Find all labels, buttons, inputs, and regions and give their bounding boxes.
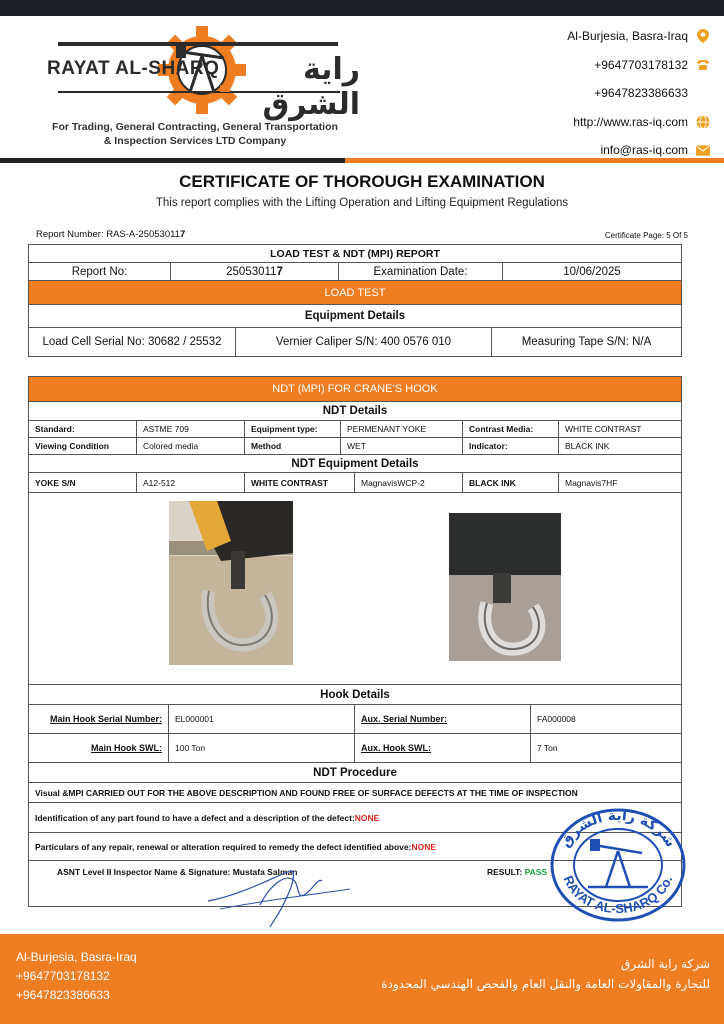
measuring-tape-serial: Measuring Tape S/N: N/A (521, 336, 652, 348)
footer-arabic-line-1: شركة راية الشرق (621, 957, 710, 971)
ndt-cell: MagnavisWCP-2 (355, 473, 463, 492)
ndt-equipment-label-row (29, 455, 681, 473)
repair-value: NONE (411, 841, 437, 852)
certificate-title: CERTIFICATE OF THOROUGH EXAMINATION (179, 172, 545, 191)
report-no-label: Report No: (29, 263, 171, 280)
result: RESULT: PASS (487, 867, 548, 877)
location-pin-icon (696, 29, 710, 43)
svg-text:RAYAT AL-SHARQ Co.: RAYAT AL-SHARQ Co. (560, 873, 676, 917)
equipment-details-row (29, 305, 681, 328)
ndt-detail-row-1 (29, 421, 681, 438)
procedure-label: NDT Procedure (313, 766, 397, 779)
globe-icon (696, 115, 710, 129)
ndt-cell: BLACK INK (463, 473, 559, 492)
result-value: PASS (524, 867, 548, 877)
load-test-section-bar (29, 281, 681, 305)
ndt-cell: PERMENANT YOKE (341, 421, 463, 437)
footer-arabic-line-2: للتجارة والمقاولات العامة والنقل العام والفحص الهندسي المحدودة (381, 977, 710, 991)
hook-photo-right (449, 513, 561, 661)
hook-row-2 (29, 734, 681, 763)
contact-phone-1[interactable]: +9647703178132 (470, 51, 710, 80)
load-test-heading-row (29, 245, 681, 263)
vernier-caliper-serial: Vernier Caliper S/N: 400 0576 010 (236, 328, 492, 356)
ndt-detail-row-2 (29, 438, 681, 455)
hook-photos-row (29, 493, 681, 685)
ndt-cell: Standard: (29, 421, 137, 437)
ndt-cell: YOKE S/N (29, 473, 137, 492)
ndt-details-label-row (29, 402, 681, 421)
contact-email[interactable]: info@ras-iq.com (470, 136, 710, 165)
ndt-cell: WHITE CONTRAST (565, 424, 642, 434)
header-divider-orange (345, 158, 724, 163)
hook-cell: EL000001 (169, 705, 355, 733)
hook-cell: 7 Ton (537, 743, 558, 753)
certificate-subtitle: This report complies with the Lifting Operation and Lifting Equipment Regulations (155, 197, 569, 209)
ndt-equipment-label: NDT Equipment Details (291, 457, 419, 470)
ndt-cell: Contrast Media: (463, 421, 559, 437)
footer-address: Al-Burjesia, Basra-Iraq (16, 950, 137, 964)
defect-text: Identification of any part found to have a defect and a description of the defect: NONE (35, 812, 380, 823)
ndt-cell: BLACK INK (565, 441, 610, 451)
hook-cell: Main Hook Serial Number: (29, 705, 169, 733)
ndt-cell: ASTME 709 (137, 421, 245, 437)
hook-cell: FA000008 (537, 714, 576, 724)
equipment-row (29, 328, 681, 356)
hook-row-1 (29, 705, 681, 734)
logo-arabic-text: راية الشرق (262, 52, 360, 122)
exam-date-label: Examination Date: (339, 263, 503, 280)
report-number: Report Number: RAS-A-250530117 (36, 229, 186, 240)
load-test-section-label: LOAD TEST (324, 286, 386, 299)
company-logo (40, 22, 360, 122)
hook-cell: Main Hook SWL: (29, 734, 169, 762)
ndt-cell: WET (341, 438, 463, 454)
certificate-page: Certificate Page: 5 Of 5 (604, 231, 688, 240)
hook-photos (29, 493, 681, 685)
contact-address: Al-Burjesia, Basra-Iraq (470, 22, 710, 51)
hook-details-label: Hook Details (320, 688, 390, 701)
exam-date-value: 10/06/2025 (563, 265, 621, 278)
contact-phone-2[interactable]: +9647823386633 (594, 86, 688, 101)
ndt-cell: A12-512 (137, 473, 245, 492)
header-divider-dark (0, 158, 345, 163)
footer-arabic-company (381, 954, 710, 994)
hook-cell: 100 Ton (169, 734, 355, 762)
hook-details-label-row (29, 685, 681, 705)
footer-phone-2[interactable]: +9647823386633 (16, 988, 110, 1002)
contact-website[interactable]: http://www.ras-iq.com (470, 108, 710, 137)
ndt-cell: Indicator: (463, 438, 559, 454)
header-contacts (470, 22, 710, 165)
hook-cell: Aux. Hook SWL: (355, 734, 531, 762)
ndt-cell: WHITE CONTRAST (245, 473, 355, 492)
procedure-text: Visual &MPI CARRIED OUT FOR THE ABOVE DESCRIPTION AND FOUND FREE OF SURFACE DEFECTS AT THE TIME OF INSPECTION (35, 787, 578, 798)
company-description: For Trading, General Contracting, General Transportation & Inspection Services LTD Company (52, 121, 338, 147)
ndt-cell: Colored media (137, 438, 245, 454)
procedure-text-row (29, 783, 681, 803)
report-info-row (29, 263, 681, 281)
load-cell-serial: Load Cell Serial No: 30682 / 25532 (29, 328, 236, 356)
procedure-label-row (29, 763, 681, 783)
top-bar (0, 0, 724, 16)
load-test-table (28, 244, 682, 357)
footer (0, 934, 724, 1024)
svg-text:شركة راية الشرق: شركة راية الشرق (557, 807, 679, 851)
report-no-value: 25053011 7 (171, 263, 339, 280)
ndt-cell: Viewing Condition (29, 438, 137, 454)
company-stamp (548, 805, 688, 923)
logo-english-text: RAYAT AL-SHARQ (47, 58, 220, 79)
defect-value: NONE (354, 812, 380, 823)
load-test-heading: LOAD TEST & NDT (MPI) REPORT (270, 247, 440, 260)
footer-contacts (16, 948, 137, 1005)
ndt-details-label: NDT Details (322, 405, 388, 417)
envelope-icon (696, 143, 710, 157)
ndt-heading: NDT (MPI) FOR CRANE’S HOOK (272, 383, 438, 395)
hook-cell: Aux. Serial Number: (355, 705, 531, 733)
phone-icon (696, 58, 710, 72)
equipment-details-label: Equipment Details (304, 310, 406, 322)
ndt-equipment-row (29, 473, 681, 493)
inspector-text: ASNT Level II Inspector Name & Signature: Mustafa Salman (57, 867, 298, 877)
ndt-cell: Magnavis7HF (565, 477, 618, 488)
inspector-signature (200, 865, 360, 931)
ndt-cell: Equipment type: (245, 421, 341, 437)
ndt-heading-bar (29, 377, 681, 402)
hook-photo-left (169, 501, 293, 665)
repair-text: Particulars of any repair, renewal or alteration required to remedy the defect identified above: NONE (35, 841, 437, 852)
footer-phone-1[interactable]: +9647703178132 (16, 969, 110, 983)
ndt-cell: Method (245, 438, 341, 454)
